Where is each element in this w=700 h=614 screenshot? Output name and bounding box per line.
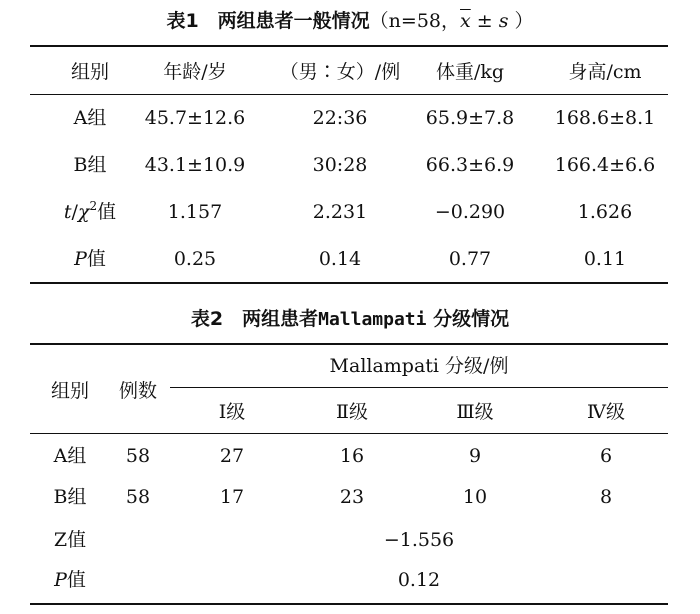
table2-row-b-grade-3: 10 [462,486,488,508]
table2-header-grade-4: Ⅳ级 [587,401,625,423]
table1-p-weight: 0.77 [448,248,492,270]
table2-row-a-grade-1: 27 [219,445,245,467]
table1-header-sex: （男∶女）/例 [279,61,401,83]
table1-row-b-group: B组 [73,154,107,176]
table2-row-b-grade-2: 23 [339,486,365,508]
table2-p-value: 0.12 [397,569,441,591]
table1-header-group: 组别 [70,61,109,83]
table2-header-cases: 例数 [118,380,157,402]
table1-header-rule [30,94,668,95]
table1-p-age: 0.25 [173,248,217,270]
table1-caption-title: 表1 两组患者一般情况 [166,10,370,32]
table1-stat-weight: −0.290 [434,201,506,223]
table2-p-label: P值 [54,569,86,591]
table2-bottom-rule [30,603,668,605]
table1-row-a-age: 45.7±12.6 [144,107,246,129]
table1-p-height: 0.11 [583,248,627,270]
table1-top-rule [30,45,668,47]
table1-header-weight: 体重/kg [435,61,505,83]
table2-header-grade-2: Ⅱ级 [336,401,368,423]
table2-row-b-grade-1: 17 [219,486,245,508]
table2-header-rule [30,433,668,434]
table1-stat-age: 1.157 [167,201,223,223]
table2-row-a-cases: 58 [125,445,151,467]
table2-row-b-cases: 58 [125,486,151,508]
table2-row-a-grade-4: 6 [599,445,613,467]
table2-header-span: Mallampati 分级/例 [329,355,509,377]
table1-row-b-sex: 30:28 [312,154,368,176]
table1-p-label: P值 [74,248,106,270]
table1-row-a-group: A组 [73,107,107,129]
table2-caption: 表2 两组患者Mallampati 分级情况 [190,308,510,330]
table1-header-height: 身高/cm [568,61,642,83]
table2-top-rule [30,343,668,345]
table2-row-b-grade-4: 8 [599,486,613,508]
table2-header-grade-1: Ⅰ级 [218,401,246,423]
table1-row-a-sex: 22:36 [312,107,368,129]
table2-row-a-grade-2: 16 [339,445,365,467]
table1-row-b-age: 43.1±10.9 [144,154,246,176]
table1-stat-sex: 2.231 [312,201,368,223]
table1-p-sex: 0.14 [318,248,362,270]
table1-row-b-height: 166.4±6.6 [554,154,656,176]
table1-caption-meta: （n=58，$\overline{x} \pm s$ ） [369,10,534,32]
table2-z-label: Z值 [53,529,87,551]
table2-span-rule [170,387,668,388]
table1-row-b-weight: 66.3±6.9 [425,154,515,176]
table1-stat-label-t-chi: $t/\chi^2$值 [63,199,117,223]
table1-header-age: 年龄/岁 [163,61,227,83]
table2-header-grade-3: Ⅲ级 [456,401,494,423]
table2-header-group: 组别 [50,380,89,402]
table1-row-a-weight: 65.9±7.8 [425,107,515,129]
table1-stat-height: 1.626 [577,201,633,223]
table2-z-value: −1.556 [383,529,455,551]
table1-caption [0,6,700,33]
table2-row-a-grade-3: 9 [468,445,482,467]
table2-row-a-group: A组 [53,445,87,467]
table1-row-a-height: 168.6±8.1 [554,107,656,129]
table1-bottom-rule [30,282,668,284]
table2-row-b-group: B组 [53,486,87,508]
